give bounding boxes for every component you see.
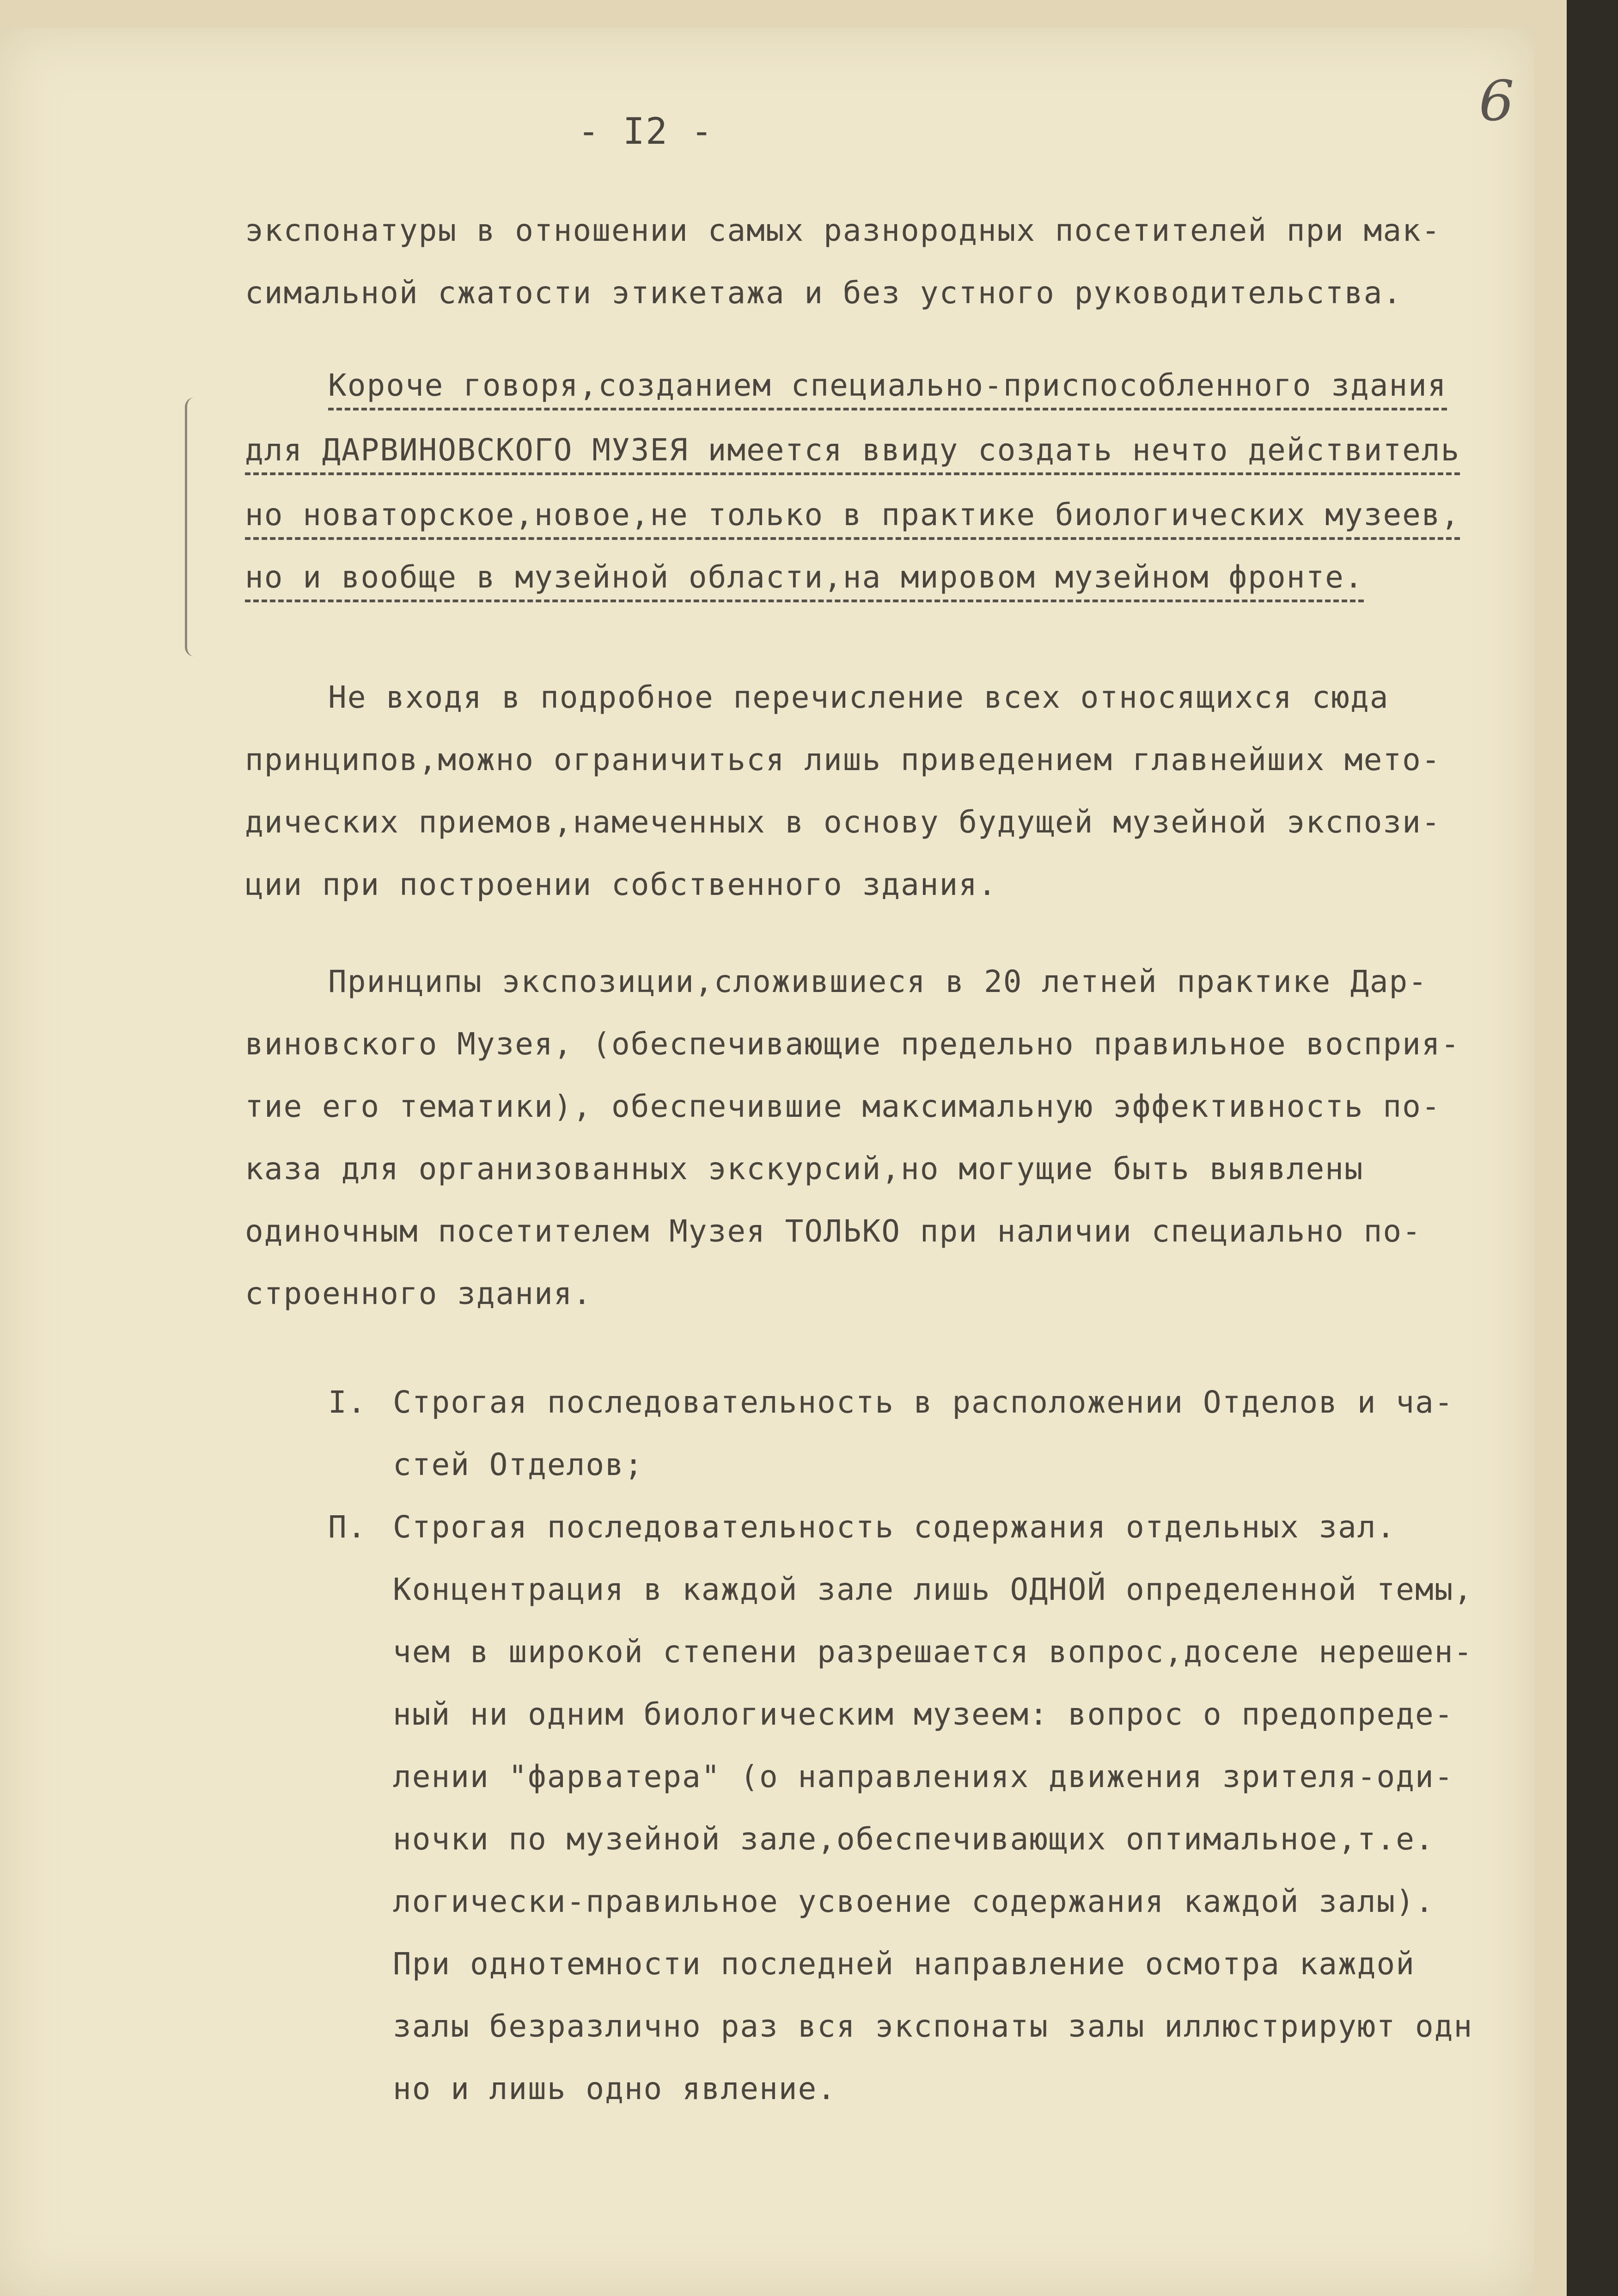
document-sheet (0, 28, 1534, 2296)
list-item-line: залы безразлично раз вся экспонаты залы иллюстрируют одн (393, 2008, 1473, 2044)
text-line: принципов,можно ограничиться лишь приведением главнейших мето- (245, 742, 1441, 778)
list-item-line: ный ни одним биологическим музеем: вопрос о предопреде- (393, 1696, 1454, 1732)
list-item-line: Концентрация в каждой зале лишь ОДНОЙ определенной темы, (393, 1572, 1473, 1607)
list-item-line: стей Отделов; (393, 1447, 644, 1482)
list-item-line: лении "фарватера" (о направлениях движения зрителя-оди- (393, 1759, 1454, 1794)
text-line: Принципы экспозиции,сложившиеся в 20 летней практике Дар- (328, 964, 1428, 999)
page-number: - I2 - (578, 111, 714, 153)
list-marker: П. (328, 1509, 367, 1545)
list-item-line: При однотемности последней направление осмотра каждой (393, 1946, 1415, 1982)
margin-bracket-mark (185, 398, 201, 656)
text-line: тие его тематики), обеспечившие максимальную эффективность по- (245, 1089, 1441, 1124)
text-line: каза для организованных экскурсий,но могущие быть выявлены (245, 1151, 1364, 1187)
text-line: дических приемов,намеченных в основу будущей музейной экспози- (245, 804, 1441, 840)
text-line: виновского Музея, (обеспечивающие предельно правильное восприя- (245, 1026, 1460, 1062)
list-item-line: логически-правильное усвоение содержания каждой залы). (393, 1884, 1435, 1919)
underlined-text-line: но и вообще в музейной области,на мировом музейном фронте. (245, 559, 1364, 602)
underlined-text-line: для ДАРВИНОВСКОГО МУЗЕЯ имеется ввиду создать нечто действитель (245, 432, 1460, 475)
text-line: Не входя в подробное перечисление всех относящихся сюда (328, 680, 1389, 715)
list-marker: I. (328, 1384, 367, 1420)
list-item-line: но и лишь одно явление. (393, 2071, 836, 2106)
list-item-line: Строгая последовательность содержания отдельных зал. (393, 1509, 1396, 1545)
text-line: одиночным посетителем Музея ТОЛЬКО при наличии специально по- (245, 1213, 1422, 1249)
text-line: экспонатуры в отношении самых разнородных посетителей при мак- (245, 213, 1441, 248)
text-line: строенного здания. (245, 1276, 592, 1311)
list-item-line: чем в широкой степени разрешается вопрос,доселе нерешен- (393, 1634, 1473, 1670)
text-line: ции при построении собственного здания. (245, 867, 997, 902)
underlined-text-line: но новаторское,новое,не только в практике биологических музеев, (245, 497, 1460, 540)
list-item-line: ночки по музейной зале,обеспечивающих оптимальное,т.е. (393, 1821, 1435, 1857)
handwritten-folio-number: 6 (1479, 69, 1514, 134)
underlined-text-line: Короче говоря,созданием специально-приспособленного здания (328, 367, 1447, 410)
text-line: симальной сжатости этикетажа и без устного руководительства. (245, 275, 1403, 311)
list-item-line: Строгая последовательность в расположении Отделов и ча- (393, 1384, 1454, 1420)
